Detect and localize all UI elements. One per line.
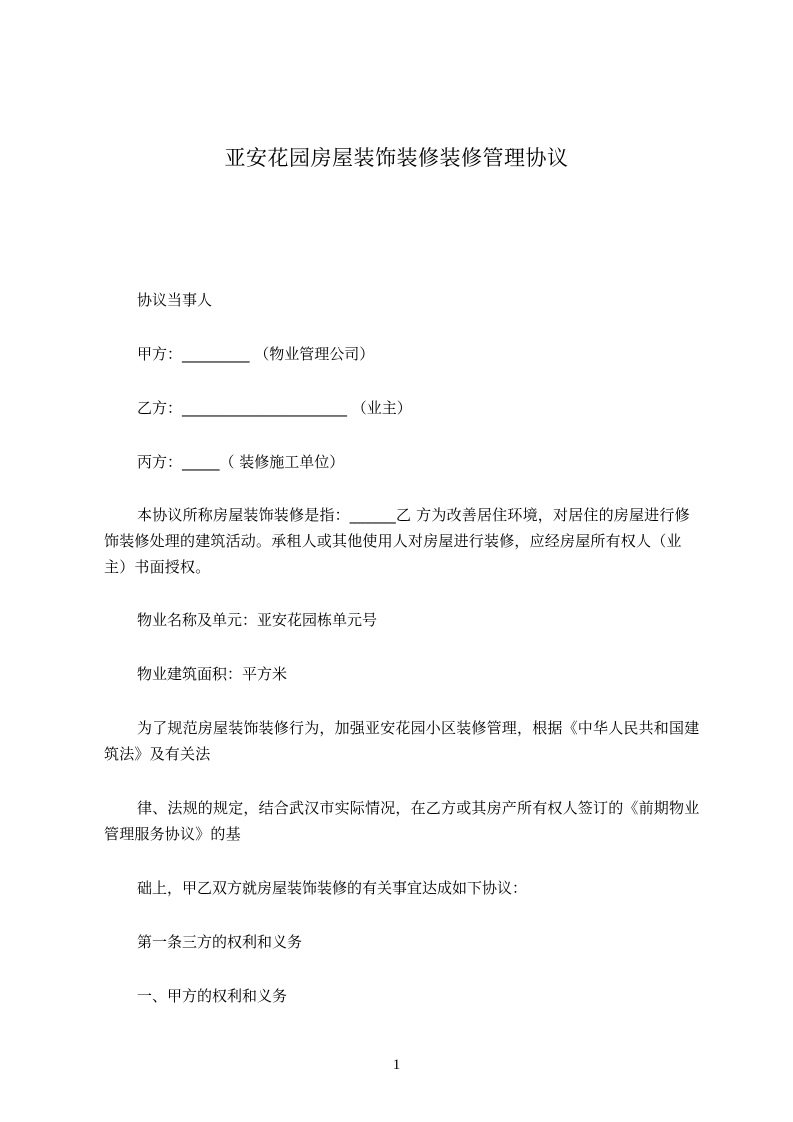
party-a-line: 甲方：_________ （物业管理公司） [137, 345, 375, 363]
definition-paragraph: 本协议所称房屋装饰装修是指：______乙 方为改善居住环境，对居住的房屋进行修饰装修处理的建筑活动。承租人或其他使用人对房屋进行装修，应经房屋所有权人（业主）书面授权。 [104, 506, 690, 576]
party-b-line: 乙方：______________________ （业主） [137, 399, 412, 417]
property-unit-line: 物业名称及单元：亚安花园栋单元号 [137, 611, 378, 629]
article-1-heading: 第一条三方的权利和义务 [137, 933, 303, 951]
party-c-line: 丙方：_____（ 装修施工单位） [137, 453, 345, 471]
purpose-paragraph-1: 为了规范房屋装饰装修行为，加强亚安花园小区装修管理，根据《中华人民共和国建筑法》及有关法 [104, 719, 700, 763]
building-area-line: 物业建筑面积：平方米 [137, 665, 288, 683]
parties-heading: 协议当事人 [137, 291, 213, 309]
document-title: 亚安花园房屋装饰装修装修管理协议 [224, 146, 569, 170]
purpose-paragraph-3: 础上，甲乙双方就房屋装饰装修的有关事宜达成如下协议： [137, 879, 528, 897]
page-number: 1 [392, 1057, 401, 1073]
purpose-paragraph-2: 律、法规的规定，结合武汉市实际情况，在乙方或其房产所有权人签订的《前期物业管理服务协议》的基 [104, 799, 700, 843]
section-1-heading: 一、甲方的权利和义务 [137, 987, 288, 1005]
